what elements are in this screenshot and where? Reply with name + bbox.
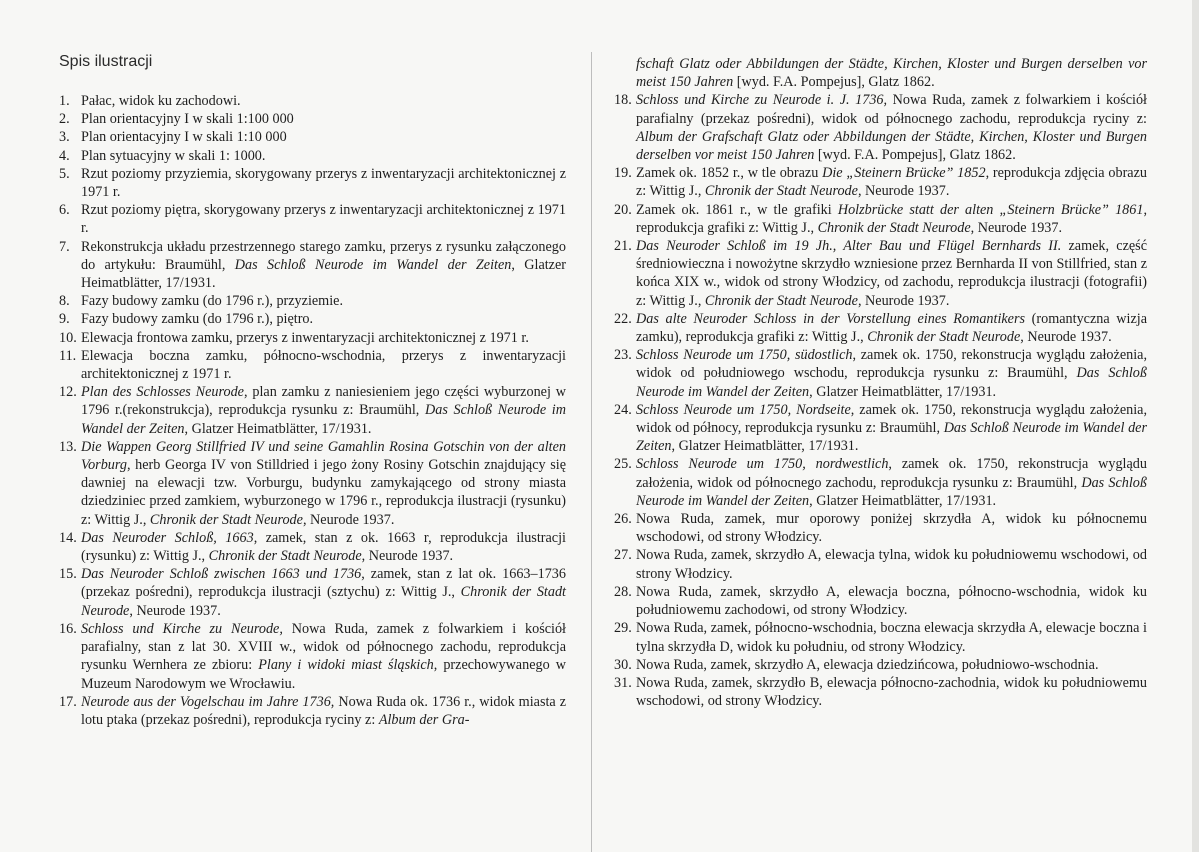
entry-text: , plan zamku z naniesieniem jego części wyburzonej w 1796 r.(rekonstrukcja), reprodukcja rysunku z: Braumühl, — [81, 384, 566, 419]
entry-description — [636, 164, 1147, 200]
entry-number: 19. — [614, 165, 632, 182]
entry-number: 17. — [59, 693, 77, 710]
entry-number: 7. — [59, 238, 70, 255]
italic-title: Die Wappen Georg Stillfried IV und seine Gamahlin Rosina Gotschin von der alten Vorburg — [81, 438, 566, 474]
entry-text: , zamek ok. 1750, rekonstrucja wyglądu założenia, widok od północnego zachodu, reprodukcja rysunku z: Braumühl, — [636, 456, 1147, 491]
entry-text: Nowa Ruda, zamek, skrzydło A, elewacja tylna, widok ku południowemu wschodowi, od strony Włodzicy. — [636, 547, 1147, 582]
italic-title: Chronik der Stadt Neurode — [817, 219, 971, 236]
entry-description — [81, 620, 566, 693]
italic-title: Das Schloß Neurode im Wandel der Zeiten — [81, 402, 566, 437]
italic-title: Chronik der Stadt Neurode — [208, 548, 362, 565]
entry-number: 31. — [614, 674, 632, 691]
entry-description — [81, 347, 566, 383]
entry-description — [81, 310, 566, 328]
entry-description — [636, 201, 1147, 237]
entry-number: 6. — [59, 202, 70, 219]
illustration-entry — [614, 674, 1147, 710]
illustration-entry — [614, 583, 1147, 619]
entry-description — [81, 201, 566, 237]
illustration-entry — [614, 546, 1147, 582]
illustration-entry — [59, 347, 566, 383]
entry-text: Nowa Ruda, zamek, skrzydło A, elewacja boczna, północno-wschodnia, widok ku południowemu zachodowi, od strony Włodzicy. — [636, 583, 1147, 619]
entry-number: 28. — [614, 583, 632, 600]
entry-number: 4. — [59, 147, 70, 164]
entry-text: , Glatzer Heimatblätter, 17/1931. — [809, 383, 997, 400]
italic-title: fschaft Glatz oder Abbildungen der Städte, Kirchen, Kloster und Burgen derselben vor meist 150 Jahren — [636, 56, 1147, 91]
entry-text: , reprodukcja zdjęcia obrazu z: Wittig J., — [636, 165, 1147, 200]
entry-number: 27. — [614, 547, 632, 564]
entry-text: , przechowywanego w Muzeum Narodowym we Wrocławiu. — [81, 657, 566, 692]
entry-number: 14. — [59, 529, 77, 546]
italic-title: Chronik der Stadt Neurode — [704, 183, 858, 200]
entry-description — [636, 510, 1147, 546]
entry-description — [81, 529, 566, 565]
entry-number: 3. — [59, 129, 70, 146]
entry-description — [636, 619, 1147, 655]
entry-description — [81, 329, 566, 347]
italic-title: Das Schloß Neurode im Wandel der Zeiten — [636, 420, 1147, 455]
illustration-entry — [614, 401, 1147, 456]
entry-number: 24. — [614, 401, 632, 418]
entry-number: 21. — [614, 238, 632, 255]
entry-number: 1. — [59, 93, 70, 109]
illustration-entry — [59, 529, 566, 565]
illustration-entry — [59, 565, 566, 620]
entry-number: 16. — [59, 620, 77, 637]
entry-text: , Neurode 1937. — [970, 219, 1063, 236]
illustration-entry — [614, 310, 1147, 346]
italic-title: Schloss Neurode um 1750, nordwestlich — [636, 456, 889, 473]
illustration-entry — [59, 292, 566, 310]
entry-text: Nowa Ruda, zamek, północno-wschodnia, boczna elewacja skrzydła A, elewacje boczna i tylna skrzydła D, widok ku południu, od strony Włodzicy. — [636, 620, 1147, 655]
entry-description — [81, 693, 566, 729]
entry-number: 15. — [59, 566, 77, 583]
entry-text: , zamek, stan z lat ok. 1663–1736 (przekaz pośredni), reprodukcja ilustracji (sztychu) z: Wittig J., — [81, 566, 566, 601]
entry-number: 2. — [59, 111, 70, 128]
continued-entry — [614, 55, 1147, 91]
illustration-entry — [59, 165, 566, 201]
italic-title: Das Neuroder Schloß, 1663 — [81, 529, 254, 546]
entry-number: 30. — [614, 656, 632, 673]
italic-title: Chronik der Stadt Neurode — [704, 292, 858, 309]
entry-text: Nowa Ruda, zamek, mur oporowy poniżej skrzydła A, widok ku północnemu wschodowi, od strony Włodzicy. — [636, 511, 1147, 546]
entry-description — [636, 455, 1147, 510]
entry-text: Elewacja frontowa zamku, przerys z inwentaryzacji architektonicznej z 1971 r. — [81, 329, 529, 346]
entry-number: 29. — [614, 620, 632, 637]
illustration-entry — [614, 656, 1147, 674]
entry-number: 23. — [614, 347, 632, 364]
entry-text: Nowa Ruda, zamek, skrzydło B, elewacja północno-zachodnia, widok ku południowemu wschodowi, od strony Włodzicy. — [636, 674, 1147, 710]
entry-text: , Neurode 1937. — [1020, 329, 1112, 346]
entry-text: Rzut poziomy przyziemia, skorygowany przerys z inwentaryzacji architektonicznej z 1971 r. — [81, 165, 566, 201]
entry-text: Zamek ok. 1852 r., w tle obrazu — [636, 165, 823, 182]
entry-text: , Neurode 1937. — [302, 511, 395, 528]
illustration-entry — [59, 310, 566, 328]
italic-title: Das Neuroder Schloß zwischen 1663 und 1736 — [81, 566, 362, 583]
entry-text: Elewacja boczna zamku, północno-wschodnia, przerys z inwentaryzacji architektonicznej z 1971 r. — [81, 347, 566, 383]
italic-title: Chronik der Stadt Neurode — [149, 511, 303, 528]
italic-title: Das Schloß Neurode im Wandel der Zeiten — [234, 256, 512, 273]
entry-text: zamek, część średniowieczna i nowożytne skrzydło wzniesione przez Bernharda II von Stillfried, stan z końca XIX w., widok od strony Włodzicy, od zachodu, reprodukcja ilustracji (fotografii) z: Wittig J., — [636, 238, 1148, 309]
italic-title: Die „Steinern Brücke” 1852 — [822, 165, 986, 182]
italic-title: Das Schloß Neurode im Wandel der Zeiten — [636, 474, 1147, 509]
entry-text: Zamek ok. 1861 r., w tle grafiki — [636, 201, 838, 218]
entry-number: 20. — [614, 201, 632, 218]
illustration-entry — [59, 620, 566, 693]
entry-text: [wyd. F.A. Pompejus], Glatz 1862. — [814, 147, 1016, 164]
entry-number: 9. — [59, 311, 70, 328]
page-edge — [1192, 0, 1199, 852]
illustration-entry — [59, 110, 566, 128]
entry-description — [81, 383, 566, 438]
illustration-entry — [614, 510, 1147, 546]
italic-title: Neurode aus der Vogelschau im Jahre 1736, — [81, 693, 335, 710]
illustration-entry — [59, 329, 566, 347]
italic-title: Schloss Neurode um 1750, südostlich — [636, 347, 853, 364]
entry-text: Plan orientacyjny I w skali 1:100 000 — [81, 111, 294, 128]
entry-text: , Neurode 1937. — [361, 548, 454, 565]
entry-description — [636, 55, 1147, 91]
illustration-entry — [614, 164, 1147, 200]
entry-text: , Glatzer Heimatblätter, 17/1931. — [81, 256, 566, 292]
illustration-entry — [614, 91, 1147, 164]
illustration-entry — [59, 238, 566, 293]
entry-description — [636, 91, 1147, 164]
italic-title: Chronik der Stadt Neurode — [867, 329, 1021, 346]
entry-text: , zamek ok. 1750, rekonstrucja wyglądu założenia, widok od północy, reprodukcja rysunku z: Braumühl, — [636, 401, 1147, 437]
entry-text: Pałac, widok ku zachodowi. — [81, 93, 241, 109]
entry-description — [636, 656, 1147, 674]
entry-description — [636, 346, 1147, 401]
entry-description — [636, 401, 1147, 456]
illustration-entry — [59, 201, 566, 237]
illustration-entry — [59, 92, 566, 110]
entry-number: 13. — [59, 438, 77, 455]
entry-text: , Glatzer Heimatblätter, 17/1931. — [809, 492, 997, 509]
illustration-entry — [59, 147, 566, 165]
entry-text: Rzut poziomy piętra, skorygowany przerys z inwentaryzacji architektonicznej z 1971 r. — [81, 202, 566, 237]
entry-description — [636, 310, 1147, 346]
italic-title: Plan des Schlosses Neurode — [81, 384, 244, 401]
illustration-entry — [59, 438, 566, 529]
entry-text: , Glatzer Heimatblätter, 17/1931. — [184, 420, 372, 437]
entry-text: , Glatzer Heimatblätter, 17/1931. — [671, 438, 859, 455]
column-divider — [591, 52, 592, 852]
illustration-entry — [614, 237, 1147, 310]
entry-number: 5. — [59, 165, 70, 182]
entry-text: , Neurode 1937. — [857, 183, 950, 200]
entry-description — [81, 128, 566, 146]
entry-description — [636, 237, 1147, 310]
left-column — [59, 92, 566, 729]
entry-text: , zamek, stan z ok. 1663 r, reprodukcja ilustracji (rysunku) z: Wittig J., — [81, 529, 566, 565]
right-column — [614, 55, 1147, 710]
illustration-entry — [614, 455, 1147, 510]
entry-number: 11. — [59, 347, 77, 364]
entry-text: [wyd. F.A. Pompejus], Glatz 1862. — [733, 74, 935, 91]
italic-title: Schloss Neurode um 1750, Nordseite — [636, 401, 851, 418]
italic-title: Album der Gra- — [378, 711, 470, 728]
italic-title: Holzbrücke statt der alten „Steinern Brücke” 1861 — [837, 201, 1144, 218]
entry-description — [81, 238, 566, 293]
entry-description — [81, 565, 566, 620]
page-title: Spis ilustracji — [59, 53, 153, 70]
entry-text: Plan sytuacyjny w skali 1: 1000. — [81, 147, 266, 164]
entry-description — [636, 674, 1147, 710]
entry-description — [81, 110, 566, 128]
entry-text: Fazy budowy zamku (do 1796 r.), piętro. — [81, 311, 314, 328]
italic-title: Chronik der Stadt Neurode — [81, 584, 566, 619]
entry-text: Nowa Ruda ok. 1736 r., widok miasta z lotu ptaka (przekaz pośredni), reprodukcja ryciny z: — [81, 693, 566, 728]
italic-title: Schloss und Kirche zu Neurode, — [81, 620, 283, 637]
entry-text: (romantyczna wizja zamku), reprodukcja grafiki z: Wittig J., — [636, 310, 1148, 346]
entry-text: , reprodukcja grafiki z: Wittig J., — [636, 201, 1148, 236]
entry-text: Nowa Ruda, zamek z folwarkiem i kościół parafialny (przekaz pośredni), widok od północnego zachodu, reprodukcja ryciny z: — [636, 92, 1147, 127]
italic-title: Plany i widoki miast śląskich — [258, 657, 434, 674]
entry-number: 12. — [59, 384, 77, 401]
entry-number: 18. — [614, 92, 632, 109]
italic-title: Album der Grafschaft Glatz oder Abbildungen der Städte, Kirchen, Kloster und Burgen derselben vor meist 150 Jahren — [636, 128, 1147, 164]
entry-text: , herb Georga IV von Stilldried i jego żony Rosiny Gotschin znajdujący się dawniej na elewacji tzw. Vorburgu, budynku zamykającego od strony miasta dziedziniec przed zamkiem, wyburzonego w 1796 r., reprodukcja ilustracji (rysunku) z: Wittig J., — [81, 457, 566, 528]
entry-number: 22. — [614, 310, 632, 327]
entry-text: Rekonstrukcja układu przestrzennego starego zamku, przerys z rysunku załączonego do artykułu: Braumühl, — [81, 238, 566, 273]
entry-text: Nowa Ruda, zamek z folwarkiem i kościół parafialny, stan z lat 30. XVIII w., widok od północnego zachodu, reprodukcja rysunku Wernhera ze zbioru: — [81, 620, 566, 674]
entry-description — [81, 438, 566, 529]
entry-description — [81, 292, 566, 310]
entry-description — [81, 147, 566, 165]
illustration-entry — [59, 693, 566, 729]
entry-number: 10. — [59, 329, 77, 346]
entry-number: 26. — [614, 511, 632, 528]
entry-number: 8. — [59, 293, 70, 310]
illustration-entry — [614, 346, 1147, 401]
entry-number: 25. — [614, 456, 632, 473]
illustration-entry — [59, 383, 566, 438]
illustration-entry — [614, 201, 1147, 237]
italic-title: Schloss und Kirche zu Neurode i. J. 1736, — [636, 92, 888, 109]
entry-description — [636, 583, 1147, 619]
entry-text: Fazy budowy zamku (do 1796 r.), przyziemie. — [81, 293, 344, 310]
entry-description — [636, 546, 1147, 582]
italic-title: Das alte Neuroder Schloss in der Vorstellung eines Romantikers — [636, 310, 1026, 327]
italic-title: Das Schloß Neurode im Wandel der Zeiten — [636, 365, 1147, 400]
entry-text: Nowa Ruda, zamek, skrzydło A, elewacja dziedzińcowa, południowo-wschodnia. — [636, 656, 1099, 673]
entry-description — [81, 165, 566, 201]
entry-text: , Neurode 1937. — [857, 292, 950, 309]
illustration-entry — [614, 619, 1147, 655]
illustration-entry — [59, 128, 566, 146]
entry-text: , Neurode 1937. — [129, 602, 221, 619]
entry-description — [81, 92, 566, 110]
entry-text: , zamek ok. 1750, rekonstrucja wyglądu założenia, widok od południowego wschodu, reprodukcja rysunku z: Braumühl, — [636, 347, 1147, 382]
italic-title: Das Neuroder Schloß im 19 Jh., Alter Bau und Flügel Bernhards II. — [636, 238, 1062, 255]
entry-text: Plan orientacyjny I w skali 1:10 000 — [81, 129, 287, 146]
